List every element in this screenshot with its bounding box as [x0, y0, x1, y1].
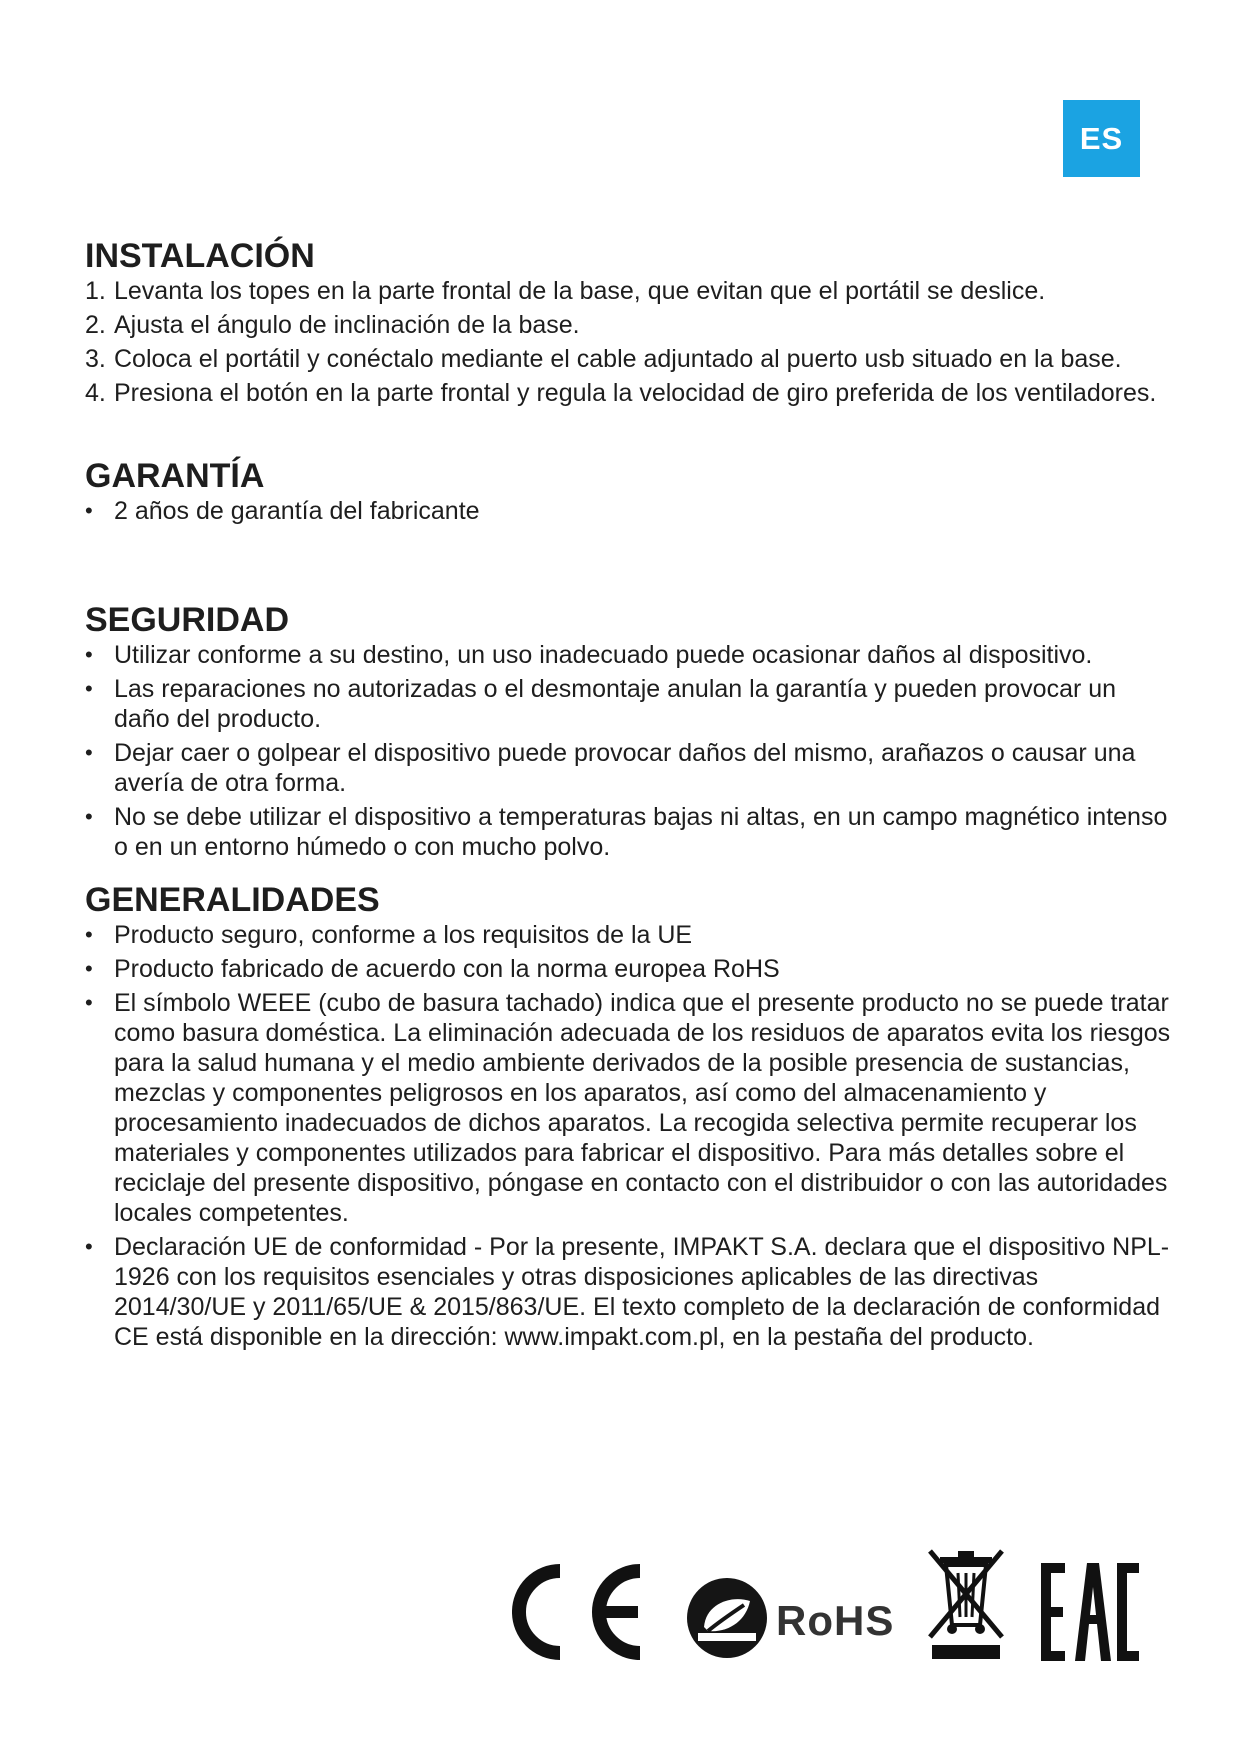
item-text: Utilizar conforme a su destino, un uso inadecuado puede ocasionar daños al dispositivo.: [114, 641, 1093, 670]
section-seguridad: [85, 600, 1175, 862]
item-text: El símbolo WEEE (cubo de basura tachado) indica que el presente producto no se puede tratar como basura doméstica. La eliminación adecuada de los residuos de aparatos evita los riesgos para la salud humana y el medio ambiente derivados de la posible presencia de sustancias, mezclas y componentes peligrosos en los aparatos, así como del almacenamiento y procesamiento inadecuados de dichos aparatos. La recogida selectiva permite recuperar los materiales y componentes utilizados para fabricar el dispositivo. Para más detalles sobre el reciclaje del presente dispositivo, póngase en contacto con el distribuidor o con las autoridades locales competentes.: [114, 989, 1171, 1228]
list-item: [85, 276, 1175, 306]
item-text: Declaración UE de conformidad - Por la presente, IMPAKT S.A. declara que el dispositivo NPL-1926 con los requisitos esenciales y otras disposiciones aplicables de las directivas 2014/30/UE y 2011/65/UE & 2015/863/UE. El texto completo de la declaración de conformidad CE está disponible en la dirección: www.impakt.com.pl, en la pestaña del producto.: [114, 1233, 1170, 1352]
list-item: [85, 674, 1175, 734]
section-garantia: [85, 456, 1175, 526]
list-item: [85, 378, 1175, 408]
list-item: [85, 310, 1175, 340]
item-number: 2.: [85, 311, 106, 340]
document-body: [85, 236, 1175, 1356]
bullet-icon: •: [85, 922, 93, 948]
item-text: Producto fabricado de acuerdo con la norma europea RoHS: [114, 955, 780, 984]
section-title-instalacion: INSTALACIÓN: [85, 237, 315, 275]
list-item: [85, 344, 1175, 374]
list-item: [85, 988, 1175, 1228]
item-number: 4.: [85, 379, 106, 408]
item-text: Levanta los topes en la parte frontal de la base, que evitan que el portátil se deslice.: [114, 277, 1046, 306]
item-text: Las reparaciones no autorizadas o el desmontaje anulan la garantía y pueden provocar un daño del producto.: [114, 675, 1117, 734]
list-item: [85, 802, 1175, 862]
bullet-icon: •: [85, 956, 93, 982]
item-number: 3.: [85, 345, 106, 374]
ce-mark-icon: [512, 1563, 652, 1661]
list-item: [85, 954, 1175, 984]
eac-mark-icon: [1037, 1557, 1143, 1667]
bullet-icon: •: [85, 1234, 93, 1260]
rohs-leaf-icon: [684, 1575, 770, 1661]
bullet-icon: •: [85, 990, 93, 1016]
bullet-icon: •: [85, 498, 93, 524]
item-text: Coloca el portátil y conéctalo mediante el cable adjuntado al puerto usb situado en la base.: [114, 345, 1122, 374]
bullet-icon: •: [85, 642, 93, 668]
list-item: [85, 496, 1175, 526]
item-text: No se debe utilizar el dispositivo a temperaturas bajas ni altas, en un campo magnético intenso o en un entorno húmedo o con mucho polvo.: [114, 803, 1168, 862]
item-text: Presiona el botón en la parte frontal y regula la velocidad de giro preferida de los ventiladores.: [114, 379, 1157, 408]
list-item: [85, 738, 1175, 798]
item-text: Producto seguro, conforme a los requisitos de la UE: [114, 921, 693, 950]
weee-bin-icon: [924, 1545, 1008, 1663]
section-title-seguridad: SEGURIDAD: [85, 601, 290, 640]
section-title-generalidades: GENERALIDADES: [85, 881, 380, 920]
bullet-icon: •: [85, 676, 93, 702]
seguridad-list: [85, 640, 1175, 862]
section-generalidades: [85, 880, 1175, 1352]
item-text: Ajusta el ángulo de inclinación de la base.: [114, 311, 580, 340]
section-instalacion: [85, 236, 1175, 408]
section-title-garantia: GARANTÍA: [85, 457, 265, 496]
instalacion-list: [85, 276, 1175, 408]
rohs-text: RoHS: [776, 1597, 895, 1644]
generalidades-list: [85, 920, 1175, 1352]
item-number: 1.: [85, 277, 106, 306]
garantia-list: [85, 496, 1175, 526]
item-text: 2 años de garantía del fabricante: [114, 497, 480, 526]
item-text: Dejar caer o golpear el dispositivo puede provocar daños del mismo, arañazos o causar una avería de otra forma.: [114, 739, 1136, 798]
certification-logos: [512, 1545, 1152, 1675]
list-item: [85, 640, 1175, 670]
language-badge: ES: [1063, 100, 1140, 177]
bullet-icon: •: [85, 804, 93, 830]
bullet-icon: •: [85, 740, 93, 766]
list-item: [85, 1232, 1175, 1352]
list-item: [85, 920, 1175, 950]
